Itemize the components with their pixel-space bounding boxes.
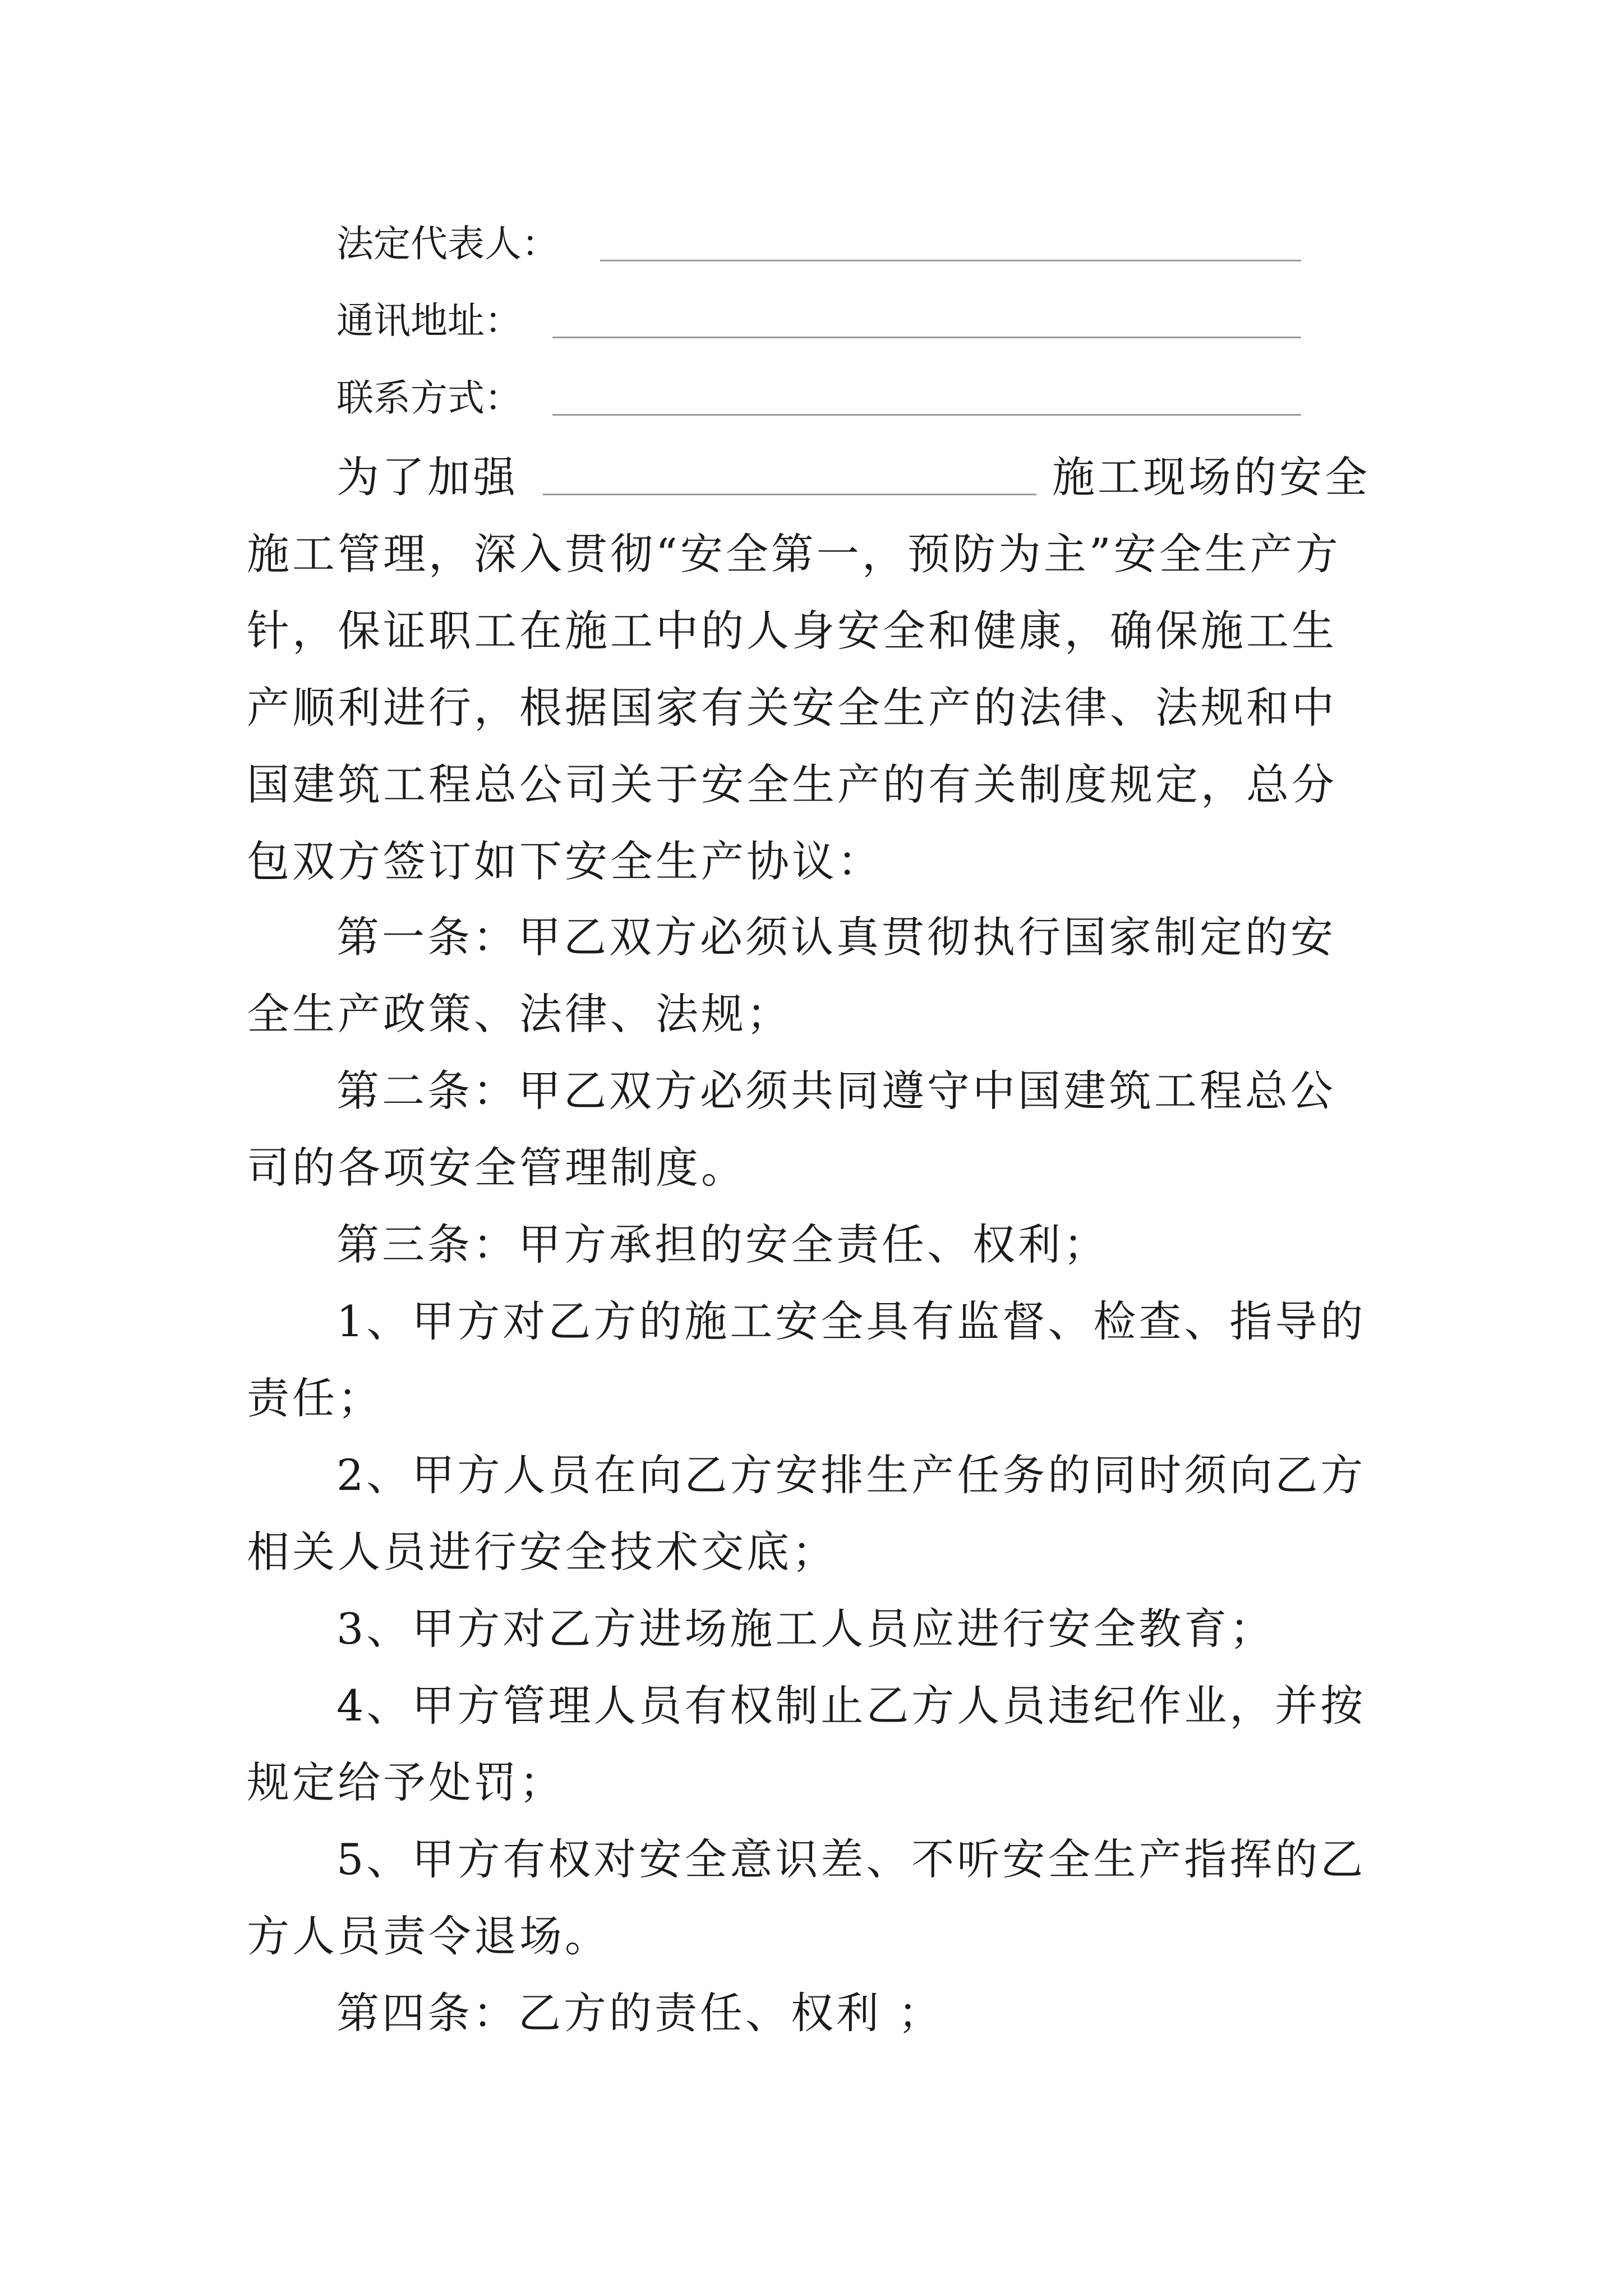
- contact-label: 联系方式：: [336, 376, 522, 420]
- clause-3-item-4: 4、甲方管理人员有权制止乙方人员违纪作业，并按规定给予处罚；: [247, 1681, 1366, 1807]
- address-label: 通讯地址：: [336, 299, 522, 342]
- clause-2: 第二条：甲乙双方必须共同遵守中国建筑工程总公司的各项安全管理制度。: [247, 1066, 1336, 1193]
- address-blank: [552, 337, 1301, 338]
- clause-3-item-1: 1、甲方对乙方的施工安全具有监督、检查、指导的责任；: [247, 1296, 1366, 1423]
- clause-3-item-2: 2、甲方人员在向乙方安排生产任务的同时须向乙方相关人员进行安全技术交底；: [247, 1450, 1366, 1577]
- legal-representative-label: 法定代表人：: [336, 222, 559, 265]
- intro-paragraph: [247, 439, 1380, 900]
- intro-tail: 施工现场的安全施工管理，深入贯彻“安全第一，预防为主”安全生产方针，保证职工在施工中的人身安全和健康，确保施工生产顺利进行，根据国家有关安全生产的法律、法规和中国建筑工程总公司关于安全生产的有关制度规定，总分包双方签订如下安全生产协议：: [247, 452, 1370, 886]
- clause-3: 第三条：甲方承担的安全责任、权利；: [336, 1220, 1109, 1269]
- contact-blank: [552, 414, 1301, 416]
- clause-3-item-3: 3、甲方对乙方进场施工人员应进行安全教育；: [336, 1604, 1275, 1654]
- clause-1: 第一条：甲乙双方必须认真贯彻执行国家制定的安全生产政策、法律、法规；: [247, 912, 1336, 1039]
- intro-lead: 为了加强: [336, 452, 518, 502]
- project-name-blank: [543, 454, 1036, 495]
- clause-3-item-5: 5、甲方有权对安全意识差、不听安全生产指挥的乙方人员责令退场。: [247, 1834, 1366, 1961]
- legal-representative-blank: [600, 260, 1301, 261]
- clause-4: 第四条：乙方的责任、权利 ；: [336, 1988, 944, 2038]
